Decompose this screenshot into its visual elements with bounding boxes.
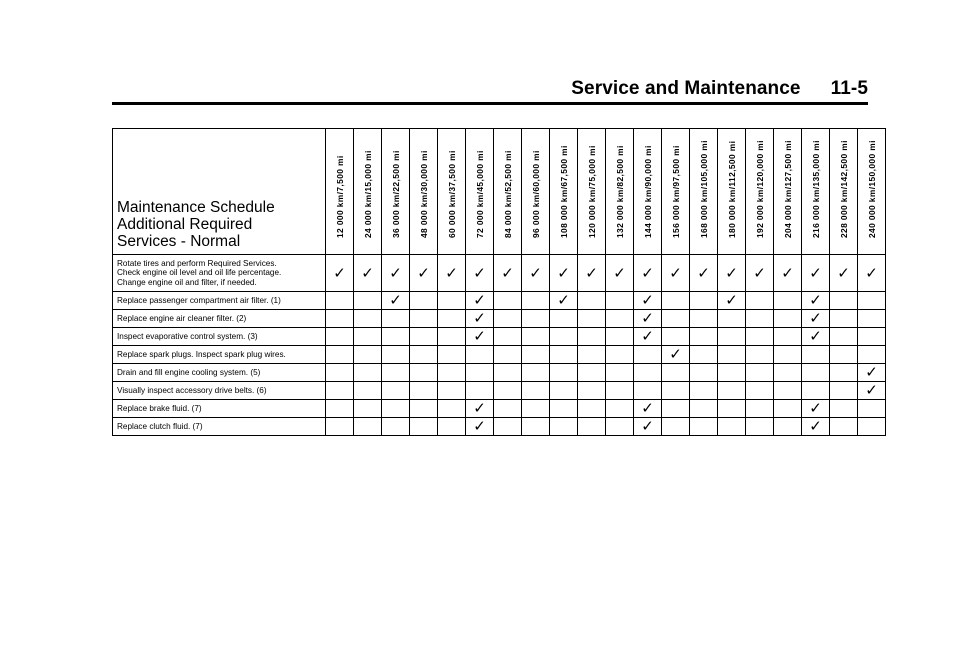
empty-interval-cell bbox=[326, 328, 354, 346]
service-description-line: Drain and fill engine cooling system. (5) bbox=[117, 367, 261, 377]
empty-interval-cell bbox=[438, 292, 466, 310]
empty-interval-cell bbox=[438, 382, 466, 400]
check-mark-icon: ✓ bbox=[466, 418, 494, 436]
empty-interval-cell bbox=[746, 310, 774, 328]
empty-interval-cell bbox=[354, 328, 382, 346]
empty-interval-cell bbox=[718, 364, 746, 382]
service-description-line: Visually inspect accessory drive belts. (6) bbox=[117, 385, 267, 395]
check-mark-icon: ✓ bbox=[690, 255, 718, 292]
empty-interval-cell bbox=[550, 310, 578, 328]
empty-interval-cell bbox=[466, 382, 494, 400]
empty-interval-cell bbox=[690, 382, 718, 400]
empty-interval-cell bbox=[354, 346, 382, 364]
empty-interval-cell bbox=[746, 292, 774, 310]
empty-interval-cell bbox=[382, 364, 410, 382]
empty-interval-cell bbox=[606, 328, 634, 346]
empty-interval-cell bbox=[438, 418, 466, 436]
empty-interval-cell bbox=[802, 364, 830, 382]
empty-interval-cell bbox=[326, 382, 354, 400]
empty-interval-cell bbox=[690, 364, 718, 382]
service-description bbox=[113, 255, 326, 292]
check-mark-icon: ✓ bbox=[438, 255, 466, 292]
empty-interval-cell bbox=[690, 346, 718, 364]
service-description-line: Replace spark plugs. Inspect spark plug wires. bbox=[117, 349, 286, 359]
service-description bbox=[113, 346, 326, 364]
empty-interval-cell bbox=[354, 400, 382, 418]
empty-interval-cell bbox=[662, 292, 690, 310]
empty-interval-cell bbox=[410, 328, 438, 346]
check-mark-icon: ✓ bbox=[802, 418, 830, 436]
empty-interval-cell bbox=[858, 400, 886, 418]
empty-interval-cell bbox=[354, 292, 382, 310]
empty-interval-cell bbox=[690, 310, 718, 328]
check-mark-icon: ✓ bbox=[326, 255, 354, 292]
empty-interval-cell bbox=[858, 310, 886, 328]
empty-interval-cell bbox=[550, 418, 578, 436]
empty-interval-cell bbox=[690, 292, 718, 310]
empty-interval-cell bbox=[662, 364, 690, 382]
empty-interval-cell bbox=[578, 364, 606, 382]
empty-interval-cell bbox=[774, 328, 802, 346]
check-mark-icon: ✓ bbox=[606, 255, 634, 292]
empty-interval-cell bbox=[494, 364, 522, 382]
empty-interval-cell bbox=[466, 346, 494, 364]
check-mark-icon: ✓ bbox=[662, 255, 690, 292]
empty-interval-cell bbox=[382, 400, 410, 418]
empty-interval-cell bbox=[830, 328, 858, 346]
empty-interval-cell bbox=[494, 400, 522, 418]
check-mark-icon: ✓ bbox=[634, 310, 662, 328]
empty-interval-cell bbox=[606, 400, 634, 418]
interval-header bbox=[718, 129, 746, 255]
check-mark-icon: ✓ bbox=[774, 255, 802, 292]
interval-header bbox=[606, 129, 634, 255]
service-description bbox=[113, 310, 326, 328]
service-description bbox=[113, 400, 326, 418]
empty-interval-cell bbox=[494, 418, 522, 436]
empty-interval-cell bbox=[578, 400, 606, 418]
check-mark-icon: ✓ bbox=[802, 255, 830, 292]
empty-interval-cell bbox=[410, 364, 438, 382]
empty-interval-cell bbox=[410, 382, 438, 400]
interval-header bbox=[382, 129, 410, 255]
empty-interval-cell bbox=[578, 310, 606, 328]
service-description-line: Replace engine air cleaner filter. (2) bbox=[117, 313, 247, 323]
check-mark-icon: ✓ bbox=[634, 292, 662, 310]
empty-interval-cell bbox=[606, 310, 634, 328]
empty-interval-cell bbox=[578, 382, 606, 400]
empty-interval-cell bbox=[354, 310, 382, 328]
check-mark-icon: ✓ bbox=[802, 310, 830, 328]
empty-interval-cell bbox=[830, 364, 858, 382]
empty-interval-cell bbox=[774, 364, 802, 382]
interval-header bbox=[550, 129, 578, 255]
table-row bbox=[113, 310, 886, 328]
empty-interval-cell bbox=[522, 292, 550, 310]
empty-interval-cell bbox=[494, 310, 522, 328]
check-mark-icon: ✓ bbox=[802, 292, 830, 310]
empty-interval-cell bbox=[662, 310, 690, 328]
interval-label: 36 000 km/22,500 mi bbox=[390, 150, 401, 238]
service-description bbox=[113, 418, 326, 436]
empty-interval-cell bbox=[662, 418, 690, 436]
empty-interval-cell bbox=[690, 400, 718, 418]
empty-interval-cell bbox=[410, 292, 438, 310]
empty-interval-cell bbox=[690, 328, 718, 346]
empty-interval-cell bbox=[718, 382, 746, 400]
interval-label: 144 000 km/90,000 mi bbox=[642, 145, 653, 238]
check-mark-icon: ✓ bbox=[466, 400, 494, 418]
page-header bbox=[112, 78, 868, 100]
empty-interval-cell bbox=[830, 346, 858, 364]
check-mark-icon: ✓ bbox=[354, 255, 382, 292]
table-row bbox=[113, 382, 886, 400]
check-mark-icon: ✓ bbox=[466, 310, 494, 328]
interval-header-row bbox=[113, 129, 886, 255]
empty-interval-cell bbox=[578, 418, 606, 436]
empty-interval-cell bbox=[606, 346, 634, 364]
empty-interval-cell bbox=[494, 382, 522, 400]
empty-interval-cell bbox=[606, 364, 634, 382]
empty-interval-cell bbox=[466, 364, 494, 382]
check-mark-icon: ✓ bbox=[802, 400, 830, 418]
empty-interval-cell bbox=[634, 382, 662, 400]
empty-interval-cell bbox=[774, 310, 802, 328]
service-description bbox=[113, 328, 326, 346]
interval-header bbox=[690, 129, 718, 255]
interval-label: 48 000 km/30,000 mi bbox=[418, 150, 429, 238]
interval-label: 180 000 km/112,500 mi bbox=[726, 140, 737, 238]
empty-interval-cell bbox=[830, 310, 858, 328]
check-mark-icon: ✓ bbox=[494, 255, 522, 292]
service-description-line: Rotate tires and perform Required Services. bbox=[117, 258, 277, 268]
interval-header bbox=[578, 129, 606, 255]
empty-interval-cell bbox=[690, 418, 718, 436]
check-mark-icon: ✓ bbox=[466, 328, 494, 346]
maintenance-schedule-table bbox=[112, 128, 886, 436]
service-description-line: Replace brake fluid. (7) bbox=[117, 403, 202, 413]
interval-label: 96 000 km/60,000 mi bbox=[530, 150, 541, 238]
table-row bbox=[113, 364, 886, 382]
interval-label: 120 000 km/75,000 mi bbox=[586, 145, 597, 238]
empty-interval-cell bbox=[802, 346, 830, 364]
check-mark-icon: ✓ bbox=[382, 292, 410, 310]
empty-interval-cell bbox=[326, 310, 354, 328]
empty-interval-cell bbox=[522, 382, 550, 400]
table-row bbox=[113, 400, 886, 418]
table-title-line: Additional Required bbox=[117, 216, 253, 233]
empty-interval-cell bbox=[858, 292, 886, 310]
check-mark-icon: ✓ bbox=[858, 364, 886, 382]
empty-interval-cell bbox=[774, 346, 802, 364]
empty-interval-cell bbox=[354, 418, 382, 436]
interval-label: 240 000 km/150,000 mi bbox=[866, 140, 877, 238]
service-description-line: Check engine oil level and oil life percentage. bbox=[117, 268, 282, 278]
empty-interval-cell bbox=[746, 346, 774, 364]
empty-interval-cell bbox=[606, 382, 634, 400]
interval-label: 228 000 km/142,500 mi bbox=[838, 140, 849, 238]
interval-header bbox=[774, 129, 802, 255]
table-row bbox=[113, 292, 886, 310]
interval-header bbox=[354, 129, 382, 255]
service-description-line: Inspect evaporative control system. (3) bbox=[117, 331, 258, 341]
empty-interval-cell bbox=[410, 346, 438, 364]
empty-interval-cell bbox=[354, 382, 382, 400]
empty-interval-cell bbox=[830, 292, 858, 310]
empty-interval-cell bbox=[578, 346, 606, 364]
table-row bbox=[113, 418, 886, 436]
check-mark-icon: ✓ bbox=[634, 400, 662, 418]
empty-interval-cell bbox=[634, 346, 662, 364]
interval-header bbox=[746, 129, 774, 255]
empty-interval-cell bbox=[550, 364, 578, 382]
empty-interval-cell bbox=[830, 400, 858, 418]
interval-label: 12 000 km/7,500 mi bbox=[334, 155, 345, 238]
interval-label: 156 000 km/97,500 mi bbox=[670, 145, 681, 238]
empty-interval-cell bbox=[662, 328, 690, 346]
check-mark-icon: ✓ bbox=[578, 255, 606, 292]
empty-interval-cell bbox=[438, 310, 466, 328]
service-description-line: Change engine oil and filter, if needed. bbox=[117, 277, 257, 287]
empty-interval-cell bbox=[774, 418, 802, 436]
empty-interval-cell bbox=[858, 346, 886, 364]
check-mark-icon: ✓ bbox=[382, 255, 410, 292]
empty-interval-cell bbox=[326, 364, 354, 382]
interval-label: 84 000 km/52,500 mi bbox=[502, 150, 513, 238]
interval-label: 216 000 km/135,000 mi bbox=[810, 140, 821, 238]
interval-label: 108 000 km/67,500 mi bbox=[558, 145, 569, 238]
empty-interval-cell bbox=[382, 310, 410, 328]
check-mark-icon: ✓ bbox=[634, 418, 662, 436]
empty-interval-cell bbox=[522, 418, 550, 436]
empty-interval-cell bbox=[746, 364, 774, 382]
empty-interval-cell bbox=[550, 400, 578, 418]
interval-label: 72 000 km/45,000 mi bbox=[474, 150, 485, 238]
check-mark-icon: ✓ bbox=[466, 292, 494, 310]
service-description-line: Replace clutch fluid. (7) bbox=[117, 421, 203, 431]
empty-interval-cell bbox=[522, 400, 550, 418]
section-title: Service and Maintenance bbox=[571, 78, 801, 99]
empty-interval-cell bbox=[438, 364, 466, 382]
empty-interval-cell bbox=[718, 418, 746, 436]
empty-interval-cell bbox=[718, 400, 746, 418]
table-title bbox=[113, 129, 326, 255]
empty-interval-cell bbox=[354, 364, 382, 382]
header-rule bbox=[112, 102, 868, 105]
empty-interval-cell bbox=[382, 382, 410, 400]
empty-interval-cell bbox=[522, 346, 550, 364]
interval-header bbox=[326, 129, 354, 255]
interval-label: 192 000 km/120,000 mi bbox=[754, 140, 765, 238]
interval-label: 60 000 km/37,500 mi bbox=[446, 150, 457, 238]
empty-interval-cell bbox=[494, 346, 522, 364]
empty-interval-cell bbox=[522, 328, 550, 346]
check-mark-icon: ✓ bbox=[830, 255, 858, 292]
check-mark-icon: ✓ bbox=[410, 255, 438, 292]
check-mark-icon: ✓ bbox=[858, 255, 886, 292]
empty-interval-cell bbox=[746, 418, 774, 436]
interval-header bbox=[634, 129, 662, 255]
empty-interval-cell bbox=[634, 364, 662, 382]
empty-interval-cell bbox=[830, 382, 858, 400]
empty-interval-cell bbox=[746, 382, 774, 400]
page-number: 11-5 bbox=[830, 78, 868, 99]
empty-interval-cell bbox=[326, 418, 354, 436]
empty-interval-cell bbox=[662, 400, 690, 418]
table-row bbox=[113, 328, 886, 346]
empty-interval-cell bbox=[774, 400, 802, 418]
empty-interval-cell bbox=[858, 328, 886, 346]
empty-interval-cell bbox=[522, 364, 550, 382]
empty-interval-cell bbox=[382, 346, 410, 364]
empty-interval-cell bbox=[382, 418, 410, 436]
check-mark-icon: ✓ bbox=[802, 328, 830, 346]
empty-interval-cell bbox=[382, 328, 410, 346]
empty-interval-cell bbox=[550, 346, 578, 364]
check-mark-icon: ✓ bbox=[634, 255, 662, 292]
empty-interval-cell bbox=[410, 400, 438, 418]
check-mark-icon: ✓ bbox=[858, 382, 886, 400]
empty-interval-cell bbox=[774, 292, 802, 310]
table-row bbox=[113, 346, 886, 364]
empty-interval-cell bbox=[326, 346, 354, 364]
table-row bbox=[113, 255, 886, 292]
empty-interval-cell bbox=[550, 328, 578, 346]
empty-interval-cell bbox=[438, 400, 466, 418]
empty-interval-cell bbox=[606, 418, 634, 436]
table-title-line: Services - Normal bbox=[117, 233, 241, 250]
interval-header bbox=[494, 129, 522, 255]
interval-header bbox=[410, 129, 438, 255]
service-description bbox=[113, 364, 326, 382]
empty-interval-cell bbox=[718, 346, 746, 364]
interval-label: 168 000 km/105,000 mi bbox=[698, 140, 709, 238]
empty-interval-cell bbox=[774, 382, 802, 400]
empty-interval-cell bbox=[410, 418, 438, 436]
empty-interval-cell bbox=[438, 346, 466, 364]
interval-label: 204 000 km/127,500 mi bbox=[782, 140, 793, 238]
check-mark-icon: ✓ bbox=[662, 346, 690, 364]
interval-label: 132 000 km/82,500 mi bbox=[614, 145, 625, 238]
schedule-body bbox=[113, 255, 886, 436]
empty-interval-cell bbox=[522, 310, 550, 328]
interval-header bbox=[466, 129, 494, 255]
empty-interval-cell bbox=[802, 382, 830, 400]
interval-header bbox=[438, 129, 466, 255]
interval-header bbox=[522, 129, 550, 255]
empty-interval-cell bbox=[494, 328, 522, 346]
empty-interval-cell bbox=[326, 400, 354, 418]
interval-header bbox=[662, 129, 690, 255]
empty-interval-cell bbox=[606, 292, 634, 310]
service-description-line: Replace passenger compartment air filter. (1) bbox=[117, 295, 281, 305]
table-title-line: Maintenance Schedule bbox=[117, 199, 275, 216]
empty-interval-cell bbox=[326, 292, 354, 310]
empty-interval-cell bbox=[410, 310, 438, 328]
empty-interval-cell bbox=[578, 328, 606, 346]
empty-interval-cell bbox=[438, 328, 466, 346]
interval-header bbox=[830, 129, 858, 255]
interval-label: 24 000 km/15,000 mi bbox=[362, 150, 373, 238]
empty-interval-cell bbox=[746, 400, 774, 418]
service-description bbox=[113, 292, 326, 310]
check-mark-icon: ✓ bbox=[522, 255, 550, 292]
empty-interval-cell bbox=[494, 292, 522, 310]
empty-interval-cell bbox=[858, 418, 886, 436]
interval-header bbox=[858, 129, 886, 255]
check-mark-icon: ✓ bbox=[718, 255, 746, 292]
check-mark-icon: ✓ bbox=[634, 328, 662, 346]
empty-interval-cell bbox=[718, 310, 746, 328]
empty-interval-cell bbox=[578, 292, 606, 310]
check-mark-icon: ✓ bbox=[550, 292, 578, 310]
empty-interval-cell bbox=[662, 382, 690, 400]
check-mark-icon: ✓ bbox=[550, 255, 578, 292]
empty-interval-cell bbox=[550, 382, 578, 400]
empty-interval-cell bbox=[718, 328, 746, 346]
check-mark-icon: ✓ bbox=[718, 292, 746, 310]
check-mark-icon: ✓ bbox=[746, 255, 774, 292]
interval-header bbox=[802, 129, 830, 255]
empty-interval-cell bbox=[830, 418, 858, 436]
service-description bbox=[113, 382, 326, 400]
empty-interval-cell bbox=[746, 328, 774, 346]
check-mark-icon: ✓ bbox=[466, 255, 494, 292]
